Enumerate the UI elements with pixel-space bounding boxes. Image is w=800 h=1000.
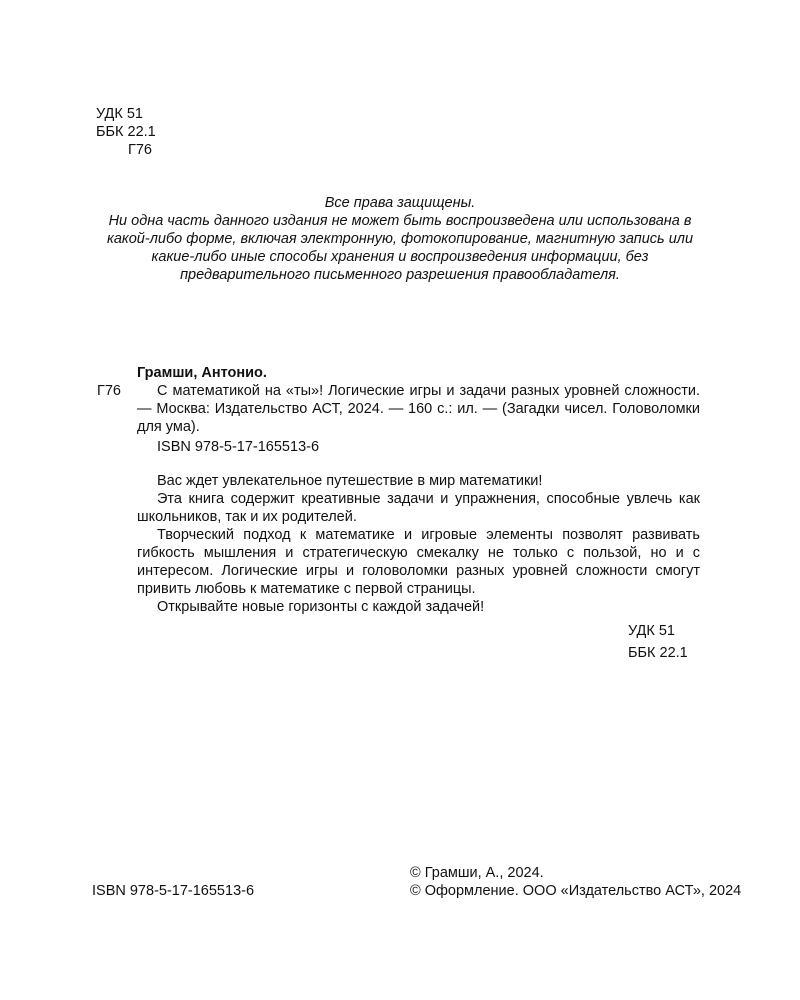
author-heading: Грамши, Антонио.	[137, 365, 267, 381]
classification-block-top	[96, 105, 156, 159]
bbk-code-bottom: ББК 22.1	[628, 645, 688, 661]
classification-block-bottom	[628, 620, 688, 664]
udk-code-top: УДК 51	[96, 106, 143, 122]
rights-notice-body: Ни одна часть данного издания не может быть воспроизведена или использована в какой-либо форме, включая электронную, фотокопирование, магнитную запись или какие-либо иные способы хранения и воспроизведения информации, без предварительного письменного разрешения правообладателя.	[106, 213, 694, 283]
catalog-entry	[0, 364, 800, 436]
author-sign-top: Г76	[128, 142, 152, 158]
copyright-author-line: © Грамши, А., 2024.	[410, 865, 544, 881]
annotation-paragraph: Эта книга содержит креативные задачи и упражнения, способные увлечь как школьников, так и их родителей.	[137, 491, 700, 525]
isbn-statement: ISBN 978-5-17-165513-6	[157, 439, 320, 455]
annotation-paragraph: Открывайте новые горизонты с каждой задачей!	[157, 599, 485, 615]
bbk-code-top: ББК 22.1	[96, 124, 156, 140]
copyright-design-line: © Оформление. ООО «Издательство АСТ», 2024	[410, 883, 742, 899]
udk-code-bottom: УДК 51	[628, 623, 675, 639]
author-sign-entry: Г76	[97, 383, 121, 399]
bibliographic-description: С математикой на «ты»! Логические игры и задачи разных уровней сложности. — Москва: Издательство АСТ, 2024. — 160 с.: ил. — (Загадки чисел. Головоломки для ума).	[137, 383, 700, 435]
copyright-block	[410, 864, 741, 900]
rights-notice	[100, 194, 700, 284]
rights-notice-heading: Все права защищены.	[324, 195, 476, 211]
annotation-paragraph: Творческий подход к математике и игровые элементы позволят развивать гибкость мышления и стратегическую смекалку не только с пользой, но и с интересом. Логические игры и головоломки разных уровней сложности смогут привить любовь к математике с первой страницы.	[137, 527, 700, 597]
annotation-paragraph: Вас ждет увлекательное путешествие в мир математики!	[157, 473, 543, 489]
annotation-block	[137, 472, 700, 616]
footer-isbn: ISBN 978-5-17-165513-6	[92, 883, 255, 899]
